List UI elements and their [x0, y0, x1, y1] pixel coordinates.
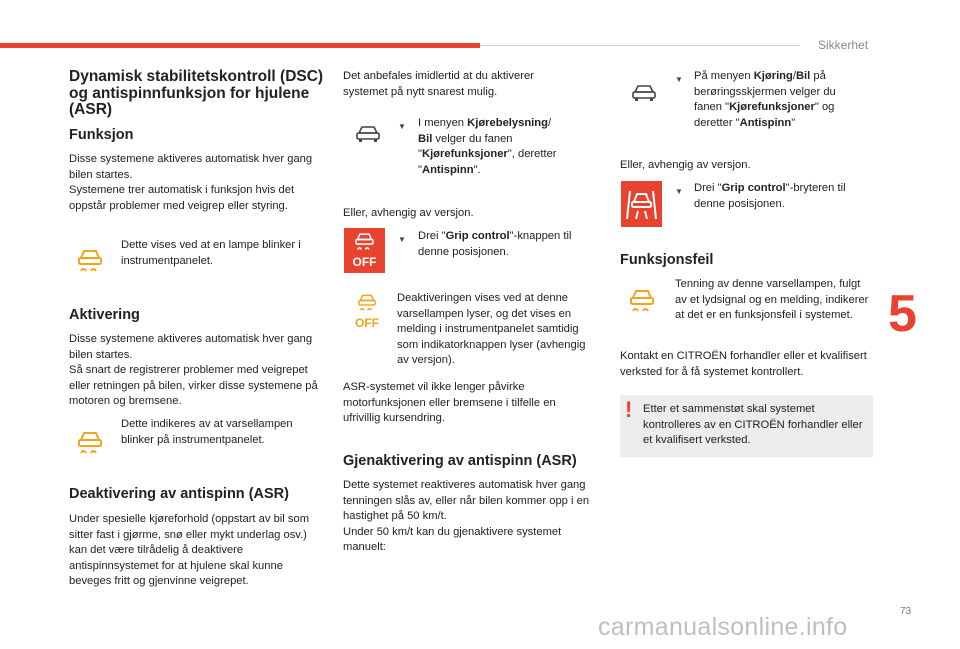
car-icon	[354, 124, 382, 144]
grip-control-icon	[621, 181, 662, 227]
grip-step-instruction-switch: Drei "Grip control"-bryteren til denne posisjonen.	[694, 182, 846, 210]
heading-deaktivering: Deaktivering av antispinn (ASR)	[69, 486, 289, 502]
esc-lamp-icon	[627, 285, 657, 315]
grip-step-instruction: Drei "Grip control"-knappen til denne posisjonen.	[418, 230, 572, 258]
deaktivering-text: Under spesielle kjøreforhold (oppstart av bil som sitter fast i gjørme, snø eller mykt underlag osv.) kan det være tilrådelig å deaktivere antispinnsystemet for at hjulene skal kunne beveges fritt og gjenvinne veigrepet.	[69, 513, 310, 587]
header-accent-bar	[0, 43, 480, 48]
bullet-icon: ▼	[398, 122, 406, 131]
esc-lamp-icon	[75, 245, 105, 275]
menu-step-instruction: I menyen Kjørebelysning/ Bil velger du fanen "Kjørefunksjoner", deretter "Antispinn".	[418, 117, 557, 176]
esc-lamp-icon	[75, 427, 105, 457]
bullet-icon: ▼	[398, 235, 406, 244]
esc-off-button-icon	[344, 228, 385, 273]
warning-exclamation-icon: !	[625, 397, 633, 422]
page-number: 73	[900, 606, 912, 617]
funksjon-text: Disse systemene aktiveres automatisk hver gang bilen startes. Systemene trer automatisk i funksjon hvis det oppstår problemer med veigrep eller styring.	[69, 153, 313, 212]
gjenaktivering-text: Dette systemet reaktiveres automatisk hver gang tenningen slås av, eller når bilen kommer opp i en hastighet på 50 km/t. Under 50 km/t kan du gjenaktivere systemet manuelt:	[343, 479, 590, 553]
heading-gjenaktivering: Gjenaktivering av antispinn (ASR)	[343, 453, 577, 469]
bullet-icon: ▼	[675, 75, 683, 84]
warning-text: Etter et sammenstøt skal systemet kontrolleres av en CITROËN forhandler eller et kvalifisert verksted.	[643, 403, 863, 446]
contact-text: Kontakt en CITROËN forhandler eller et kvalifisert verksted for å få systemet kontrollert.	[620, 350, 867, 378]
heading-funksjonsfeil: Funksjonsfeil	[620, 252, 714, 268]
menu-step-instruction-touch: På menyen Kjøring/Bil på berøringsskjermen velger du fanen "Kjørefunksjoner" og deretter "Antispinn"	[694, 70, 836, 129]
funksjonsfeil-note: Tenning av denne varsellampen, fulgt av et lydsignal og en melding, indikerer at det er en funksjonsfeil i systemet.	[675, 278, 869, 321]
deaktivering-note: Deaktiveringen vises ved at denne varsellampen lyser, og det vises en melding i instrumentpanelet samtidig som indikatorknappen lyser (avhengig av versjon).	[397, 292, 586, 366]
heading-funksjon: Funksjon	[69, 127, 134, 143]
heading-aktivering: Aktivering	[69, 307, 140, 323]
or-version-text: Eller, avhengig av versjon.	[620, 159, 751, 171]
warning-lamp-note: Dette indikeres av at varsellampen blinker på instrumentpanelet.	[121, 418, 293, 446]
esc-off-lamp-icon	[352, 292, 382, 334]
lamp-note: Dette vises ved at en lampe blinker i instrumentpanelet.	[121, 239, 301, 267]
page-title: Dynamisk stabilitetskontroll (DSC) og antispinnfunksjon for hjulene (ASR)	[69, 68, 324, 118]
bullet-icon: ▼	[675, 187, 683, 196]
aktivering-text: Disse systemene aktiveres automatisk hver gang bilen startes. Så snart de registrerer problemer med veigrepet eller retningen på bilen, virker disse systemene på motoren og bremsene.	[69, 333, 318, 407]
chapter-number: 5	[888, 285, 917, 343]
header-divider	[480, 45, 800, 46]
car-icon	[630, 83, 658, 103]
recommend-text: Det anbefales imidlertid at du aktiverer systemet på nytt snarest mulig.	[343, 70, 534, 98]
off-label: OFF	[352, 255, 377, 269]
asr-text: ASR-systemet vil ikke lenger påvirke motorfunksjonen eller bremsene i tilfelle en ufrivillig kursendring.	[343, 381, 556, 424]
watermark: carmanualsonline.info	[598, 613, 848, 641]
off-lamp-label: OFF	[355, 316, 379, 330]
or-version-text: Eller, avhengig av versjon.	[343, 207, 474, 219]
section-label: Sikkerhet	[818, 38, 869, 52]
